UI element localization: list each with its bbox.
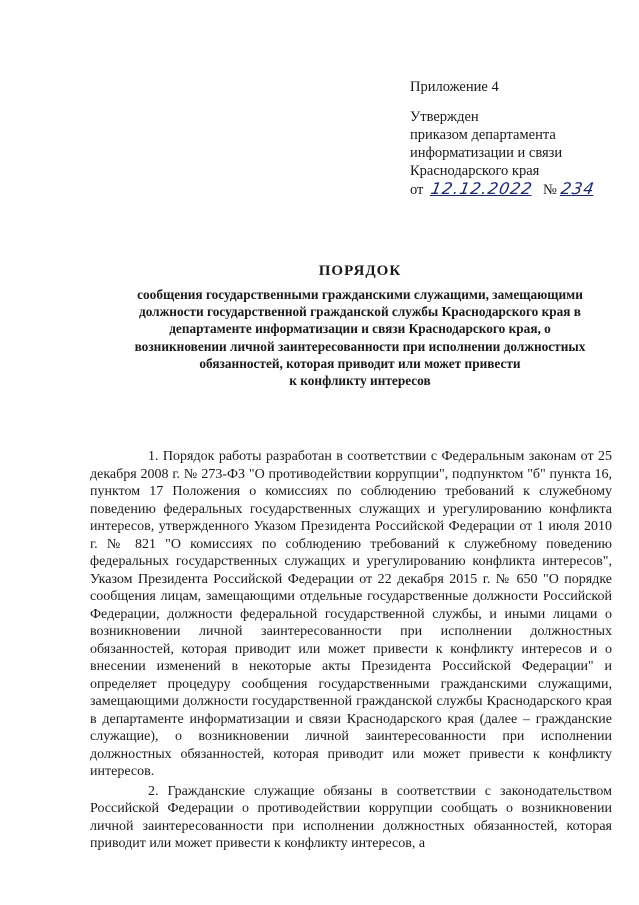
paragraph-1: 1. Порядок работы разработан в соответствии с Федеральным законам от 25 декабря 2008 г. № 273-ФЗ "О противодействии коррупции", подпунктом "б" пункта 16, пунктом 17 Положения о комиссиях по соблюдению требований к служебному поведению федеральных государственных служащих и урегулированию конфликта интересов, утвержденного Указом Президента Российской Федерации от 1 июля 2010 г. № 821 "О комиссиях по соблюдению требований к служебному поведению федеральных государственных служащих и урегулированию конфликта интересов", Указом Президента Российской Федерации от 22 декабря 2015 г. № 650 "О порядке сообщения лицам, замещающими отдельные государственные должности Российской Федерации, должности федеральной государственной службы, и иными лицами о возникновении личной заинтересованности при исполнении должностных обязанностей, которая приводит или может привести к конфликту интересов и о внесении изменений в некоторые акты Президента Российской Федерации" и определяет процедуру сообщения государственными гражданскими служащими, замещающими должности государственной гражданской службы Краснодарского края в департаменте информатизации и связи Краснодарского края (далее – гражданские служащие), о возникновении личной заинтересованности при исполнении должностных обязанностей, которая приводит или может привести к конфликту интересов. (90, 449, 612, 779)
order-line-1: приказом департамента (410, 127, 556, 143)
document-title: ПОРЯДОК (318, 263, 402, 279)
document-body (90, 448, 612, 853)
approval-block (410, 78, 630, 199)
document-subtitle (95, 286, 625, 389)
subtitle-line: должности государственной гражданской службы Краснодарского края в (138, 304, 581, 320)
handwritten-date: 12.12.2022 (429, 179, 535, 198)
number-sign: № (543, 182, 557, 198)
order-line-3: Краснодарского края (410, 163, 540, 179)
order-line-2: информатизации и связи (410, 145, 563, 161)
handwritten-number: 234 (559, 179, 597, 198)
date-number-row (410, 180, 630, 199)
date-prefix: от (410, 182, 424, 198)
paragraph-2: 2. Гражданские служащие обязаны в соответствии с законодательством Российской Федерации о противодействии коррупции сообщать о возникновении личной заинтересованности при исполнении должностных обязанностей, которая приводит или может привести к конфликту интересов, а (90, 783, 612, 851)
subtitle-line: к конфликту интересов (289, 373, 431, 389)
appendix-label: Приложение 4 (410, 79, 499, 95)
subtitle-line: обязанностей, которая приводит или может привести (199, 355, 521, 371)
subtitle-line: возникновении личной заинтересованности при исполнении должностных (134, 338, 586, 354)
subtitle-line: департаменте информатизации и связи Краснодарского края, о (169, 321, 551, 337)
subtitle-line: сообщения государственными гражданскими служащими, замещающими (137, 287, 583, 302)
approved-label: Утвержден (410, 109, 479, 125)
